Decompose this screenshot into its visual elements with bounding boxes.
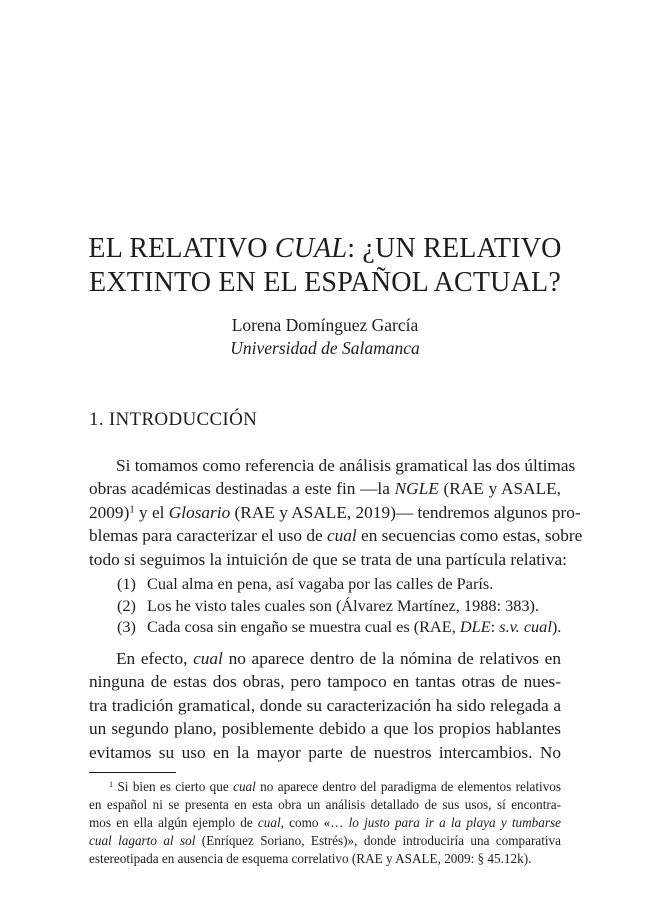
footnote-separator [89, 772, 176, 773]
text-run: en secuencias como estas, sobre [356, 526, 583, 546]
title-text: : ¿UN RELATIVO [347, 233, 562, 264]
italic-term: DLE [459, 617, 491, 636]
text-run: mos en ella algún ejemplo de [89, 815, 258, 830]
chapter-title-line-2: EXTINTO EN EL ESPAÑOL ACTUAL? [89, 267, 561, 298]
paragraph-line [89, 647, 561, 670]
example-text: Cada cosa sin engaño se muestra cual es (RAE, [147, 617, 460, 636]
example-text: Los he visto tales cuales son (Álvarez Martínez, 1988: 383). [147, 595, 539, 615]
example-number: (1) [117, 574, 136, 593]
example-number: (3) [117, 617, 136, 636]
author-name: Lorena Domínguez García [231, 315, 419, 335]
text-run: no aparece dentro de la nómina de relativos en [222, 649, 561, 668]
text-run: En efecto, [116, 649, 194, 668]
italic-term: cual [233, 779, 256, 794]
chapter-title [0, 232, 650, 300]
paragraph-body [89, 647, 561, 764]
text-run: (RAE y ASALE, 2019)— tendremos algunos pro- [230, 502, 581, 522]
example-text: Cual alma en pena, así vagaba por las calles de París. [147, 574, 494, 593]
text-run: como «… [283, 815, 349, 830]
italic-term: cual [193, 649, 223, 668]
italic-term: s.v. cual [499, 617, 552, 636]
paragraph-line [89, 501, 581, 524]
paragraph-line [89, 477, 561, 500]
section-heading: 1. INTRODUCCIÓN [89, 409, 258, 430]
text-run: blemas para caracterizar el uso de [89, 526, 327, 546]
example-list [117, 573, 577, 638]
paragraph-line: un segundo plano, posiblemente debido a que los propios hablantes [89, 719, 561, 739]
paragraph-line: todo si seguimos la intuición de que se trata de una partícula relativa: [89, 549, 567, 569]
example-text: : [490, 617, 500, 636]
footnote-line: estereotipada en ausencia de esquema correlativo (RAE y ASALE, 2009: § 45.12k). [89, 851, 532, 866]
paragraph-introduction [89, 454, 583, 571]
italic-term: Glosario [168, 502, 231, 522]
paragraph-line: Si tomamos como referencia de análisis gramatical las dos últimas [116, 456, 576, 475]
italic-term: cual lagarto al sol [89, 833, 196, 848]
text-run: y el [134, 502, 169, 522]
text-run: (RAE y ASALE, [438, 479, 561, 499]
paragraph-line [89, 524, 583, 547]
footnote-line [89, 814, 561, 832]
italic-term: lo justo para ir a la playa y tumbarse [348, 815, 561, 830]
text-run: 2009) [89, 502, 130, 522]
paragraph-line: tra tradición gramatical, donde su caracterización ha sido relegada a [89, 695, 561, 715]
chapter-title-line-1 [0, 232, 650, 266]
title-text: EL RELATIVO [88, 233, 275, 264]
footnote-line: en español ni se presenta en esta obra un análisis detallado de sus usos, sí encontra- [89, 797, 561, 812]
footnote-mark: 1 [109, 779, 114, 789]
footnote-reference[interactable]: 1 [129, 503, 135, 516]
text-run: Si bien es cierto que [113, 779, 234, 794]
example-number: (2) [117, 595, 136, 615]
text-run: (Enríquez Soriano, Estrés)», donde introduciría una comparativa [195, 833, 561, 848]
footnote [89, 778, 561, 868]
paragraph-line: evitamos su uso en la mayor parte de nuestros intercambios. No [89, 742, 561, 762]
example-item [117, 595, 577, 617]
text-run: obras académicas destinadas a este fin —la [89, 479, 395, 499]
author-affiliation: Universidad de Salamanca [230, 338, 420, 358]
example-text: ). [551, 617, 562, 636]
italic-term: cual [326, 526, 357, 546]
italic-term: NGLE [394, 479, 439, 499]
footnote-line [89, 778, 561, 796]
footnote-line [89, 832, 561, 850]
title-italic-term: CUAL [274, 233, 348, 264]
author-block [0, 314, 650, 360]
paragraph-line: ninguna de estas dos obras, pero tampoco en tantas otras de nues- [89, 672, 561, 692]
example-item [117, 573, 577, 595]
example-item [117, 616, 577, 638]
italic-term: cual, [257, 815, 284, 830]
text-run: no aparece dentro del paradigma de elementos relativos [255, 779, 562, 794]
